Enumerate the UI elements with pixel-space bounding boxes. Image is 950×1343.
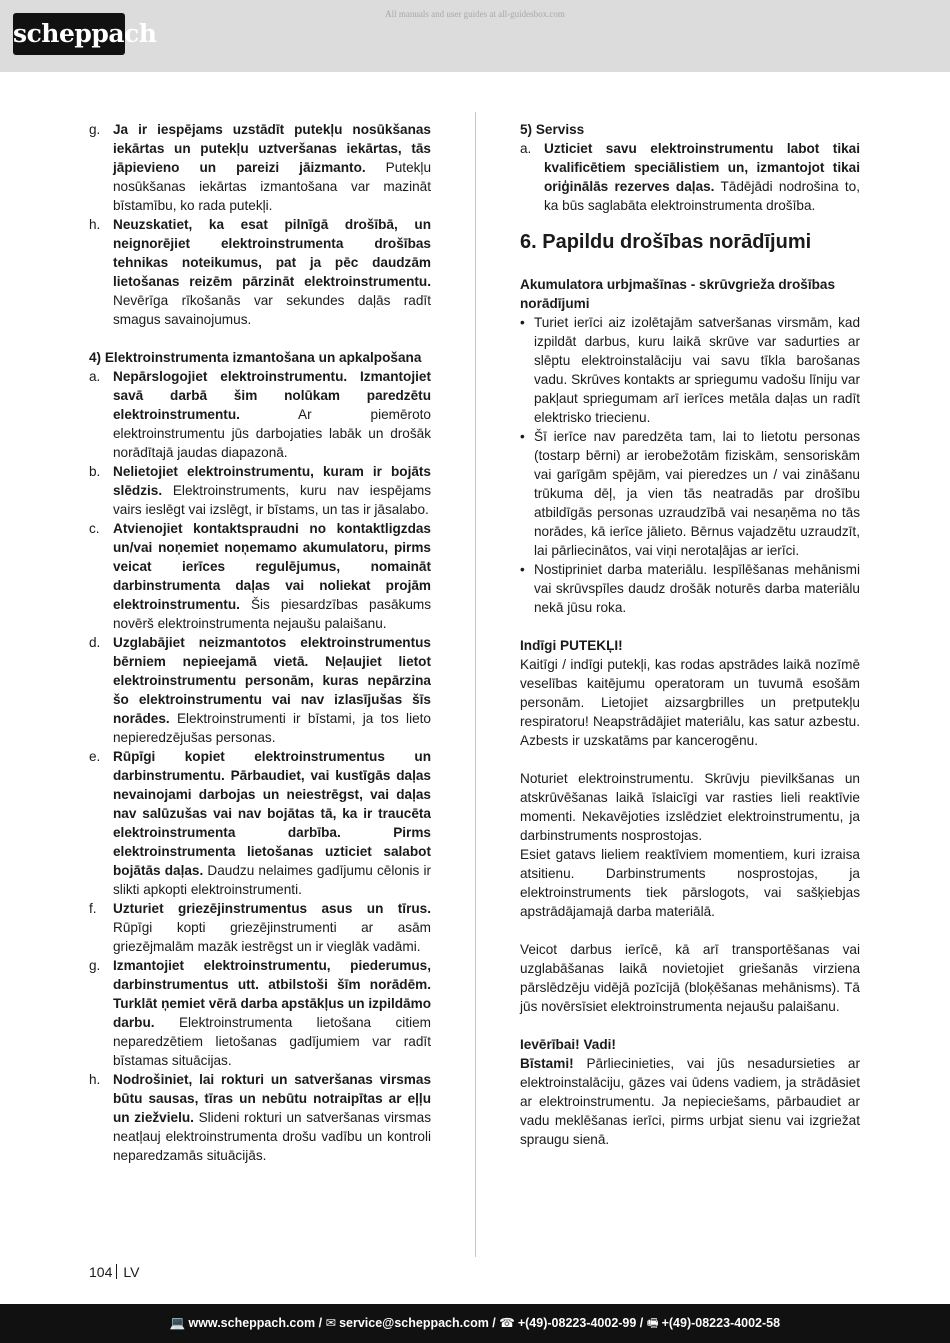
list-item-a: a. Nepārslogojiet elektroinstrumentu. Izmantojiet savā darbā šim nolūkam paredzētu elektroinstrumentu. Ar piemēroto elektroinstrumentu jūs darbojaties labāk un drošāk norādītajā jaudas diapazonā. [89, 369, 431, 460]
bullet-icon: • [520, 429, 525, 444]
right-column [520, 120, 860, 1149]
email-link[interactable]: service@scheppach.com / [339, 1316, 496, 1330]
footer-bar [0, 1304, 950, 1343]
fax-number: +(49)-08223-4002-58 [661, 1316, 781, 1330]
computer-icon: 💻 [169, 1316, 186, 1330]
hold-tool-text-1: Noturiet elektroinstrumentu. Skrūvju pievilkšanas un atskrūvēšanas laikā īslaicīgi var rasties lieli reaktīvie momenti. Nekavējoties izslēdziet elektroinstrumentu, ja darbinstruments nosprostojas. [520, 771, 860, 843]
mail-icon: ✉ [325, 1316, 337, 1330]
website-link[interactable]: www.scheppach.com / [188, 1316, 323, 1330]
bullet-item: • Turiet ierīci aiz izolētajām satveršanas virsmām, kad izpildāt darbus, kuru laikā skrūve var sadurties ar slēptu elektroinstalāciju vai savu tīkla barošanas vadu. Skrūves kontakts ar spriegumu vadošu līniju var pakļaut spriegumam arī ierīces metāla daļas un radīt elektrisko triecienu. [520, 315, 860, 425]
bullet-item: • Nostipriniet darba materiālu. Iespīlēšanas mehānismi vai skrūvspīles daudz drošāk noturēs darba materiālu nekā jūsu roka. [520, 562, 860, 615]
transport-text: Veicot darbus ierīcē, kā arī transportēšanas vai uzglabāšanas laikā novietojiet griešanās virziena pārslēdzēju vidējā pozīcijā (bloķēšanas mehānisms). Tā jūs novērsīsiet elektroinstrumenta nejaušu palaišanu. [520, 942, 860, 1014]
section-5-title: 5) Serviss [520, 122, 585, 137]
bullet-item: • Šī ierīce nav paredzēta tam, lai to lietotu personas (tostarp bērni) ar ierobežotām fiziskām, sensoriskām vai garīgām spējām, vai pieredzes un / vai zināšanu trūkuma dēļ, ja vien tās neatradās par drošību atbildīgās personas uzraudzībā vai nesaņēma no tās norādes, kā ierīce jālieto. Bērnus vajadzētu uzraudzīt, lai pārliecinātos, vai viņi nerotaļājas ar ierīci. [520, 429, 860, 558]
hold-tool-text-2: Esiet gatavs lieliem reaktīviem momentiem, kuri izraisa atsitienu. Darbinstruments nosprostojas, ja elektroinstruments tiek pārslogots, vai sašķiebjas apstrādājamajā darba materiālā. [520, 847, 860, 919]
section-4-title: 4) Elektroinstrumenta izmantošana un apkalpošana [89, 350, 422, 365]
dust-warning-text: Kaitīgi / indīgi putekļi, kas rodas apstrādes laikā nozīmē veselības kaitējumu operatoram un tuvumā esošām personām. Lietojiet aizsargbrilles un pretputekļu respiratoru! Neapstrādājiet materiālu, kas satur azbestu. Azbests ir uzskatāms par kancerogēnu. [520, 657, 860, 748]
bullet-icon: • [520, 562, 525, 577]
top-bar [0, 0, 950, 72]
section-6-title: 6. Papildu drošības norādījumi [520, 231, 812, 253]
fax-icon: 🖷 [646, 1316, 659, 1330]
drill-safety-title: Akumulatora urbjmašīnas - skrūvgrieža drošības norādījumi [520, 277, 836, 311]
list-item-h2: h. Nodrošiniet, lai rokturi un satveršanas virsmas būtu sausas, tīras un nebūtu notraipītas ar eļļu un ziežvielu. Slideni rokturi un satveršanas virsmas neatļauj elektroinstrumenta drošu vadību un kontroli neparedzamās situācijās. [89, 1072, 431, 1163]
dust-warning-title: Indīgi PUTEKĻI! [520, 638, 623, 653]
list-item-h: h. Neuzskatiet, ka esat pilnīgā drošībā, un neignorējiet elektroinstrumenta drošības tehnikas noteikumus, pat ja pēc daudzām lietošanas reizēm pārzināt elektroinstrumentu. Nevērīga rīkošanās var sekundes daļās radīt smagus savainojumus. [89, 217, 431, 327]
column-divider [475, 112, 476, 1257]
list-item-g: g. Ja ir iespējams uzstādīt putekļu nosūkšanas iekārtas un putekļu uztveršanas iekārtas, tās jāpievieno un pareizi jāizmanto. Putekļu nosūkšanas iekārtas izmantošana var mazināt bīstamību, ko rada putekļi. [89, 122, 432, 213]
service-item-a: a. Uzticiet savu elektroinstrumentu labot tikai kvalificētiem speciālistiem un, izmantojot tikai oriģinālās rezerves daļas. Tādējādi nodrošina to, ka būs saglabāta elektroinstrumenta drošība. [520, 141, 860, 213]
list-item-b: b. Nelietojiet elektroinstrumentu, kuram ir bojāts slēdzis. Elektroinstruments, kuru nav iespējams vairs ieslēgt vai izslēgt, ir bīstams, un tas ir jāsalabo. [89, 464, 431, 517]
watermark: All manuals and user guides at all-guidesbox.com [385, 9, 565, 19]
page-number: 104 LV [89, 1264, 140, 1280]
left-column [89, 120, 431, 1165]
list-item-e: e. Rūpīgi kopiet elektroinstrumentus un darbinstrumentu. Pārbaudiet, vai kustīgās daļas nevainojami darbojas un neiestrēgst, vai daļas nav salūzušas vai nav bojātas tā, ka ir traucēta elektroinstrumenta darbība. Pirms elektroinstrumenta lietošanas uzticiet salabot bojātās daļas. Daudzu nelaimes gadījumu cēlonis ir slikti apkopti elektroinstrumenti. [89, 749, 431, 897]
phone-number: +(49)-08223-4002-99 / [517, 1316, 644, 1330]
wires-warning-text: Bīstami! Pārliecinieties, vai jūs nesadursieties ar elektroinstalāciju, gāzes vai ūdens vadiem, ja strādāsiet ar elektroinstrumentu. Ja nepieciešams, pārbaudiet ar vadu meklēšanas ierīci, pirms urbjat sienu vai izgriežat spraugu sienā. [520, 1056, 860, 1147]
list-item-f: f. Uzturiet griezējinstrumentus asus un tīrus. Rūpīgi kopti griezējinstrumenti ar asām griezējmalām mazāk iestrēgst un ir vieglāk vadāmi. [89, 901, 431, 954]
list-item-g2: g. Izmantojiet elektroinstrumentu, piederumus, darbinstrumentus utt. atbilstoši šīm norādēm. Turklāt ņemiet vērā darba apstākļus un izpildāmo darbu. Elektroinstrumenta lietošana citiem neparedzētiem lietošanas gadījumiem var radīt bīstamas situācijas. [89, 958, 431, 1068]
phone-icon: ☎ [499, 1316, 515, 1330]
list-item-d: d. Uzglabājiet neizmantotos elektroinstrumentus bērniem nepieejamā vietā. Neļaujiet lietot elektroinstrumentu personām, kuras nepārzina šo elektroinstrumentu vai nav izlasījušas šīs norādes. Elektroinstrumenti ir bīstami, ja tos lieto nepieredzējušas personas. [89, 635, 431, 745]
list-item-c: c. Atvienojiet kontaktspraudni no kontaktligzdas un/vai noņemiet noņemamo akumulatoru, pirms veicat ierīces regulējumus, nomaināt darbinstrumenta daļas vai noliekat projām elektroinstrumentu. Šis piesardzības pasākums novērš elektroinstrumenta nejaušu palaišanu. [89, 521, 431, 631]
bullet-icon: • [520, 315, 525, 330]
scheppach-logo: scheppach [13, 13, 125, 55]
wires-warning-title: Ievērībai! Vadi! [520, 1037, 616, 1052]
